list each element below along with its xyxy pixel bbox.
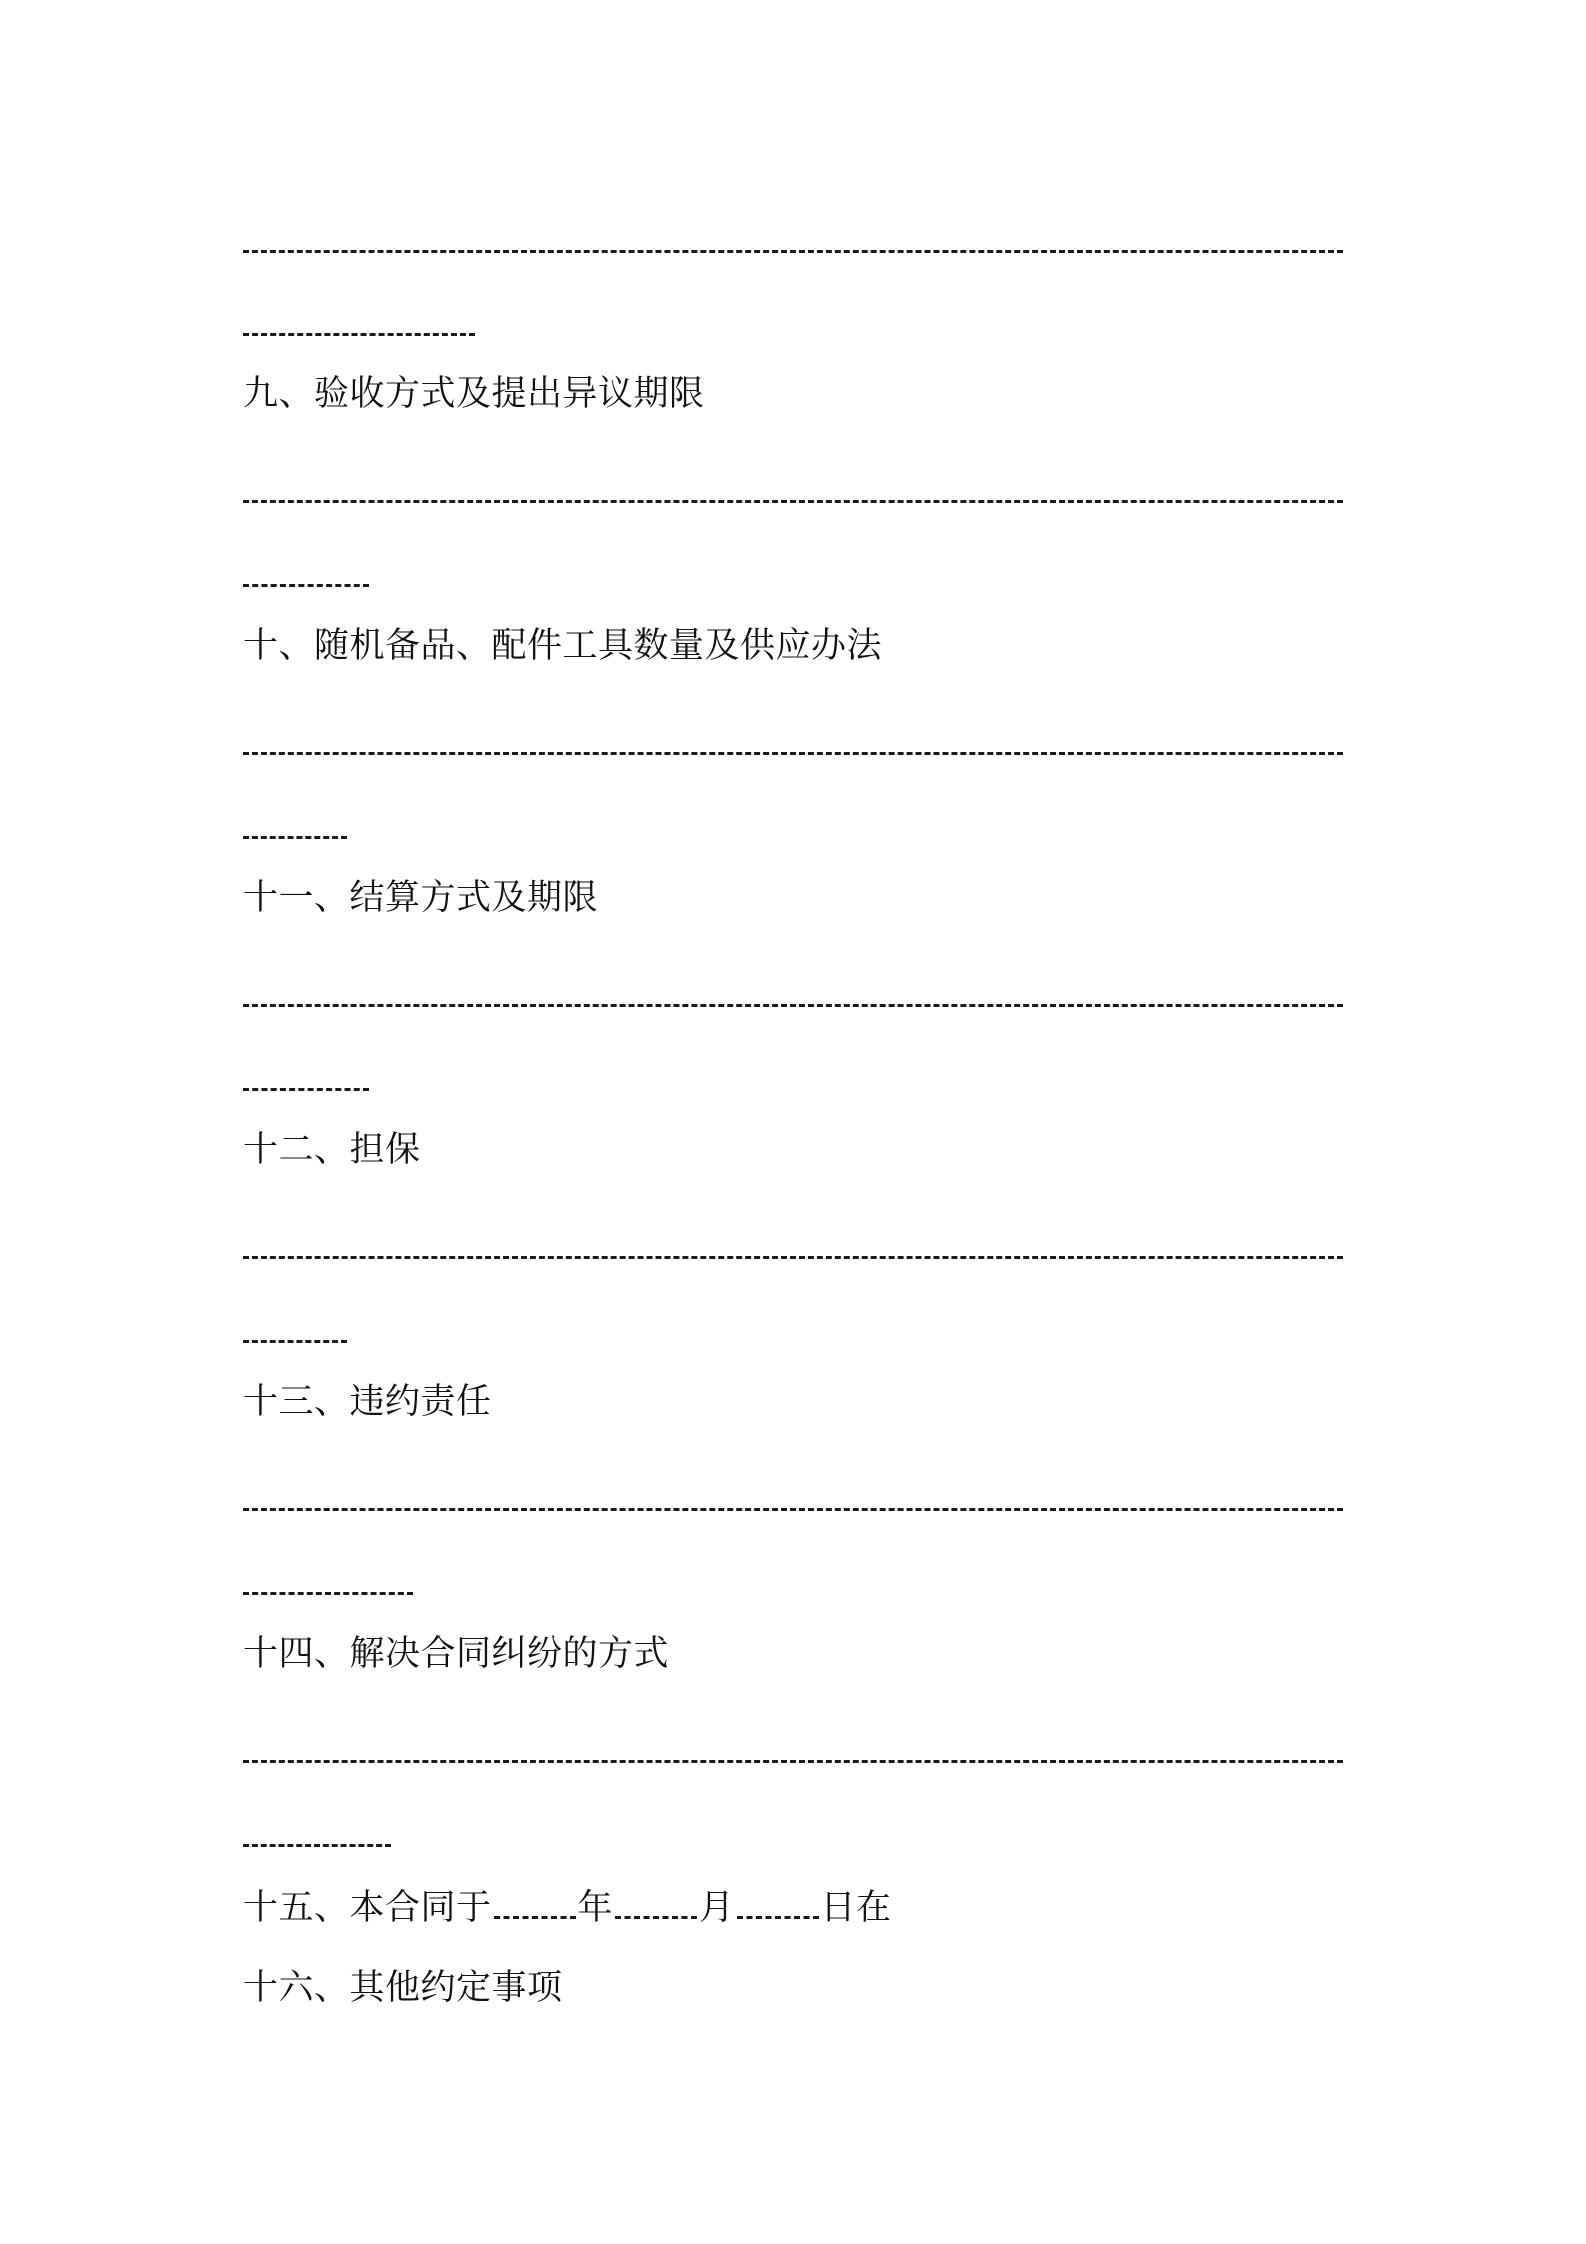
clause-15-prefix: 十五、本合同于 [243, 1888, 492, 1928]
fill-line-short [243, 1088, 369, 1091]
fill-line-short [243, 1844, 391, 1847]
month-label: 月 [699, 1888, 735, 1928]
section-heading-10: 十、随机备品、配件工具数量及供应办法 [243, 626, 883, 666]
section-heading-13: 十三、违约责任 [243, 1382, 492, 1422]
fill-line [243, 1256, 1343, 1259]
fill-line-short [243, 836, 347, 839]
fill-line [243, 500, 1343, 503]
day-blank[interactable] [737, 1886, 819, 1919]
day-label: 日在 [820, 1888, 892, 1928]
fill-line [243, 752, 1343, 755]
section-heading-11: 十一、结算方式及期限 [243, 878, 599, 918]
fill-line [243, 1508, 1343, 1511]
fill-line [243, 250, 1343, 253]
section-heading-16: 十六、其他约定事项 [243, 1968, 563, 2008]
fill-line-short [243, 333, 475, 336]
fill-line [243, 1760, 1343, 1763]
section-heading-9: 九、验收方式及提出异议期限 [243, 374, 705, 414]
year-label: 年 [577, 1888, 614, 1928]
month-blank[interactable] [615, 1886, 697, 1919]
fill-line-short [243, 584, 369, 587]
year-blank[interactable] [494, 1886, 576, 1919]
fill-line-short [243, 1592, 413, 1595]
fill-line [243, 1004, 1343, 1007]
section-heading-12: 十二、担保 [243, 1130, 421, 1170]
fill-line-short [243, 1340, 347, 1343]
clause-15 [243, 1886, 892, 1926]
section-heading-14: 十四、解决合同纠纷的方式 [243, 1634, 670, 1674]
